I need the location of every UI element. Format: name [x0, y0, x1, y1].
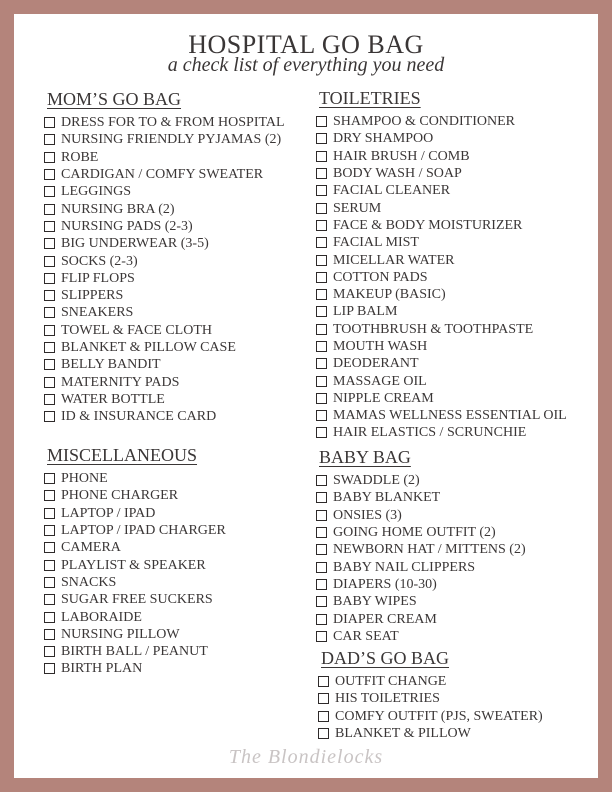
checkbox[interactable] — [316, 562, 327, 573]
checklist-item[interactable] — [44, 287, 285, 304]
checkbox[interactable] — [44, 646, 55, 657]
checkbox[interactable] — [316, 133, 327, 144]
checklist-item[interactable] — [316, 251, 567, 268]
page-title: HOSPITAL GO BAG — [188, 30, 424, 59]
checklist-item-label: COTTON PADS — [333, 269, 428, 285]
checkbox[interactable] — [44, 473, 55, 484]
checklist-item-label: ID & INSURANCE CARD — [61, 409, 217, 425]
checklist-item-label: MICELLAR WATER — [333, 252, 455, 268]
checkbox[interactable] — [44, 411, 55, 422]
checklist-item-label: SUGAR FREE SUCKERS — [61, 592, 213, 608]
checklist-item-label: BELLY BANDIT — [61, 357, 161, 373]
checkbox[interactable] — [316, 289, 327, 300]
checklist-item-label: PHONE — [61, 471, 108, 487]
checkbox[interactable] — [44, 342, 55, 353]
checklist-item-label: NIPPLE CREAM — [333, 390, 434, 406]
checklist-item[interactable] — [316, 234, 567, 251]
checklist-item-label: SLIPPERS — [61, 288, 124, 304]
checklist-item-label: HAIR ELASTICS / SCRUNCHIE — [333, 425, 527, 441]
checklist-item-label: MAMAS WELLNESS ESSENTIAL OIL — [333, 408, 567, 424]
checklist-item[interactable] — [316, 407, 567, 424]
checklist-item-label: BIG UNDERWEAR (3-5) — [61, 236, 209, 252]
checklist-item-label: NURSING PILLOW — [61, 626, 180, 642]
checklist-item[interactable] — [316, 558, 526, 575]
checklist-item[interactable] — [44, 149, 285, 166]
checklist-item-label: FACE & BODY MOISTURIZER — [333, 217, 523, 233]
checklist-item-label: BIRTH PLAN — [61, 661, 143, 677]
checklist-item[interactable] — [44, 487, 226, 504]
checklist-item-label: FACIAL MIST — [333, 235, 419, 251]
brand-watermark: The Blondielocks — [228, 746, 384, 768]
checklist-item[interactable] — [316, 355, 567, 372]
checklist-item-label: NURSING PADS (2-3) — [61, 218, 193, 234]
checklist-item[interactable] — [44, 643, 226, 660]
checkbox[interactable] — [316, 510, 327, 521]
checklist-item[interactable] — [316, 338, 567, 355]
checklist-item[interactable] — [44, 539, 226, 556]
checkbox[interactable] — [318, 711, 329, 722]
checklist-item[interactable] — [44, 660, 226, 677]
checklist-item[interactable] — [44, 505, 226, 522]
checkbox[interactable] — [44, 663, 55, 674]
checklist-item[interactable] — [318, 690, 543, 707]
checklist-item-label: BODY WASH / SOAP — [333, 166, 462, 182]
checklist-item-label: LAPTOP / IPAD — [61, 505, 156, 521]
checklist-item-label: DEODERANT — [333, 356, 419, 372]
checklist-item[interactable] — [316, 489, 526, 506]
checkbox[interactable] — [316, 492, 327, 503]
checklist-item[interactable] — [44, 470, 226, 487]
checklist-item-label: CARDIGAN / COMFY SWEATER — [61, 167, 264, 183]
checklist-item[interactable] — [316, 507, 526, 524]
checklist-item-label: GOING HOME OUTFIT (2) — [333, 525, 496, 541]
checklist-item-label: LABORAIDE — [61, 609, 142, 625]
checkbox[interactable] — [44, 560, 55, 571]
checklist-item[interactable] — [44, 356, 285, 373]
checklist-item[interactable] — [316, 472, 526, 489]
checkbox[interactable] — [44, 508, 55, 519]
checkbox[interactable] — [316, 168, 327, 179]
checklist-item-label: SNACKS — [61, 574, 117, 590]
checkbox[interactable] — [316, 220, 327, 231]
checklist-item[interactable] — [318, 725, 543, 742]
checklist-item[interactable] — [44, 235, 285, 252]
section-dads-go-bag — [318, 647, 543, 742]
checklist-item[interactable] — [318, 673, 543, 690]
checklist-item-label: DIAPER CREAM — [333, 611, 437, 627]
checkbox[interactable] — [44, 325, 55, 336]
checklist-item[interactable] — [44, 391, 285, 408]
checklist-item-label: PLAYLIST & SPEAKER — [61, 557, 206, 573]
checklist-item[interactable] — [316, 321, 567, 338]
checkbox[interactable] — [44, 542, 55, 553]
section-title: BABY BAG — [319, 447, 411, 467]
checkbox[interactable] — [44, 169, 55, 180]
checklist-item-label: NEWBORN HAT / MITTENS (2) — [333, 542, 526, 558]
checkbox[interactable] — [316, 475, 327, 486]
checklist-item[interactable] — [316, 524, 526, 541]
checklist-item-label: TOWEL & FACE CLOTH — [61, 322, 213, 338]
checkbox[interactable] — [316, 151, 327, 162]
checklist-item-label: DIAPERS (10-30) — [333, 576, 437, 592]
checkbox[interactable] — [44, 577, 55, 588]
checkbox[interactable] — [44, 186, 55, 197]
checkbox[interactable] — [316, 596, 327, 607]
checklist-item[interactable] — [44, 131, 285, 148]
checklist-item[interactable] — [44, 183, 285, 200]
checkbox[interactable] — [316, 237, 327, 248]
checkbox[interactable] — [318, 693, 329, 704]
checkbox[interactable] — [44, 290, 55, 301]
checkbox[interactable] — [44, 377, 55, 388]
section-toiletries — [316, 87, 567, 442]
checklist-page — [14, 14, 598, 778]
checkbox[interactable] — [44, 629, 55, 640]
checkbox[interactable] — [316, 427, 327, 438]
checklist-item[interactable] — [316, 576, 526, 593]
checklist-item-label: BABY WIPES — [333, 594, 417, 610]
checkbox[interactable] — [316, 116, 327, 127]
checklist-item-label: OUTFIT CHANGE — [335, 674, 447, 690]
checkbox[interactable] — [44, 394, 55, 405]
checkbox[interactable] — [316, 185, 327, 196]
checklist-item[interactable] — [316, 286, 567, 303]
section-title: MISCELLANEOUS — [47, 445, 198, 465]
checkbox[interactable] — [316, 544, 327, 555]
checkbox[interactable] — [44, 256, 55, 267]
checklist-item[interactable] — [316, 217, 567, 234]
checklist-item-label: PHONE CHARGER — [61, 488, 179, 504]
checkbox[interactable] — [316, 393, 327, 404]
checklist-item[interactable] — [44, 626, 226, 643]
checkbox[interactable] — [44, 525, 55, 536]
section-title: DAD’S GO BAG — [321, 648, 450, 668]
checkbox[interactable] — [316, 306, 327, 317]
checklist-item-label: TOOTHBRUSH & TOOTHPASTE — [333, 321, 534, 337]
checklist-item[interactable] — [44, 200, 285, 217]
checkbox[interactable] — [316, 631, 327, 642]
checklist-item-label: LAPTOP / IPAD CHARGER — [61, 523, 226, 539]
checklist-item-label: HAIR BRUSH / COMB — [333, 148, 470, 164]
checkbox[interactable] — [44, 152, 55, 163]
checklist-item-label: MASSAGE OIL — [333, 373, 427, 389]
checklist-item[interactable] — [44, 339, 285, 356]
checkbox[interactable] — [316, 579, 327, 590]
checklist-item[interactable] — [44, 270, 285, 287]
checklist-item[interactable] — [316, 269, 567, 286]
checklist-item-label: MATERNITY PADS — [61, 374, 180, 390]
checklist-item-label: BLANKET & PILLOW CASE — [61, 340, 236, 355]
checklist-item-label: BIRTH BALL / PEANUT — [61, 644, 208, 660]
checkbox[interactable] — [44, 359, 55, 370]
checkbox[interactable] — [316, 527, 327, 538]
checklist-item[interactable] — [316, 628, 526, 645]
checklist-item[interactable] — [316, 541, 526, 558]
checklist-item-label: ROBE — [61, 149, 99, 165]
checklist-item-label: SOCKS (2-3) — [61, 253, 138, 269]
checkbox[interactable] — [44, 490, 55, 501]
checkbox[interactable] — [44, 612, 55, 623]
section-title: TOILETRIES — [319, 88, 421, 108]
checkbox[interactable] — [316, 324, 327, 335]
checklist-item[interactable] — [316, 199, 567, 216]
section-moms-go-bag — [44, 88, 285, 425]
checklist-item[interactable] — [44, 218, 285, 235]
checklist-item-label: NURSING BRA (2) — [61, 201, 175, 217]
checklist-item[interactable] — [44, 556, 226, 573]
checklist-item-label: BLANKET & PILLOW — [335, 726, 471, 742]
checkbox[interactable] — [44, 117, 55, 128]
checklist-item-label: FLIP FLOPS — [61, 270, 135, 286]
checklist-item[interactable] — [316, 303, 567, 320]
section-miscellaneous — [44, 444, 226, 678]
checklist-item-label: MOUTH WASH — [333, 339, 428, 354]
checklist-item[interactable] — [316, 165, 567, 182]
checkbox[interactable] — [316, 376, 327, 387]
checklist-item[interactable] — [316, 130, 567, 147]
page-subtitle: a check list of everything you need — [167, 54, 445, 76]
checklist-item-label: WATER BOTTLE — [61, 391, 165, 407]
checkbox[interactable] — [316, 358, 327, 369]
checkbox[interactable] — [316, 255, 327, 266]
checklist-item[interactable] — [316, 610, 526, 627]
checklist-item[interactable] — [316, 148, 567, 165]
checkbox[interactable] — [44, 307, 55, 318]
checklist-item-label: DRESS FOR TO & FROM HOSPITAL — [61, 115, 285, 131]
checklist-item[interactable] — [318, 708, 543, 725]
checkbox[interactable] — [316, 272, 327, 283]
checkbox[interactable] — [316, 410, 327, 421]
checklist-item-label: LIP BALM — [333, 304, 398, 320]
checklist-item[interactable] — [44, 408, 285, 425]
checklist-item[interactable] — [316, 390, 567, 407]
checklist-item-label: SNEAKERS — [61, 305, 134, 321]
checklist-item-label: CAMERA — [61, 540, 121, 556]
checklist-item[interactable] — [316, 182, 567, 199]
checklist-item-label: ONSIES (3) — [333, 507, 402, 523]
checklist-item[interactable] — [44, 166, 285, 183]
checklist-item-label: BABY BLANKET — [333, 490, 441, 506]
section-title: MOM’S GO BAG — [47, 89, 182, 109]
checkbox[interactable] — [318, 728, 329, 739]
checklist-item-label: NURSING FRIENDLY PYJAMAS (2) — [61, 132, 282, 148]
checklist-item[interactable] — [44, 591, 226, 608]
checklist-item[interactable] — [316, 372, 567, 389]
checklist-item[interactable] — [44, 608, 226, 625]
checkbox[interactable] — [44, 134, 55, 145]
checkbox[interactable] — [316, 614, 327, 625]
checklist-item[interactable] — [44, 574, 226, 591]
checklist-item-label: SWADDLE (2) — [333, 473, 420, 489]
checkbox[interactable] — [44, 204, 55, 215]
checklist-item-label: LEGGINGS — [61, 184, 131, 200]
checklist-item-label: COMFY OUTFIT (PJS, SWEATER) — [335, 708, 543, 724]
checklist-item[interactable] — [316, 593, 526, 610]
checkbox[interactable] — [44, 238, 55, 249]
checklist-item-label: SERUM — [333, 200, 382, 216]
checklist-item[interactable] — [316, 113, 567, 130]
checkbox[interactable] — [44, 221, 55, 232]
checklist-item[interactable] — [44, 522, 226, 539]
section-baby-bag — [316, 446, 526, 645]
checklist-item-label: HIS TOILETRIES — [335, 691, 440, 707]
checklist-item[interactable] — [44, 114, 285, 131]
checklist-item-label: CAR SEAT — [333, 628, 399, 644]
checklist-item-label: DRY SHAMPOO — [333, 131, 434, 147]
checkbox[interactable] — [44, 273, 55, 284]
checklist-item-label: MAKEUP (BASIC) — [333, 287, 446, 303]
checklist-item-label: BABY NAIL CLIPPERS — [333, 559, 476, 575]
checkbox[interactable] — [316, 341, 327, 352]
checkbox[interactable] — [44, 594, 55, 605]
checklist-item[interactable] — [316, 424, 567, 441]
checklist-item-label: SHAMPOO & CONDITIONER — [333, 114, 516, 130]
checklist-item[interactable] — [44, 373, 285, 390]
checkbox[interactable] — [318, 676, 329, 687]
checklist-item[interactable] — [44, 252, 285, 269]
checklist-item[interactable] — [44, 322, 285, 339]
checklist-item[interactable] — [44, 304, 285, 321]
checklist-item-label: FACIAL CLEANER — [333, 183, 451, 199]
checkbox[interactable] — [316, 203, 327, 214]
